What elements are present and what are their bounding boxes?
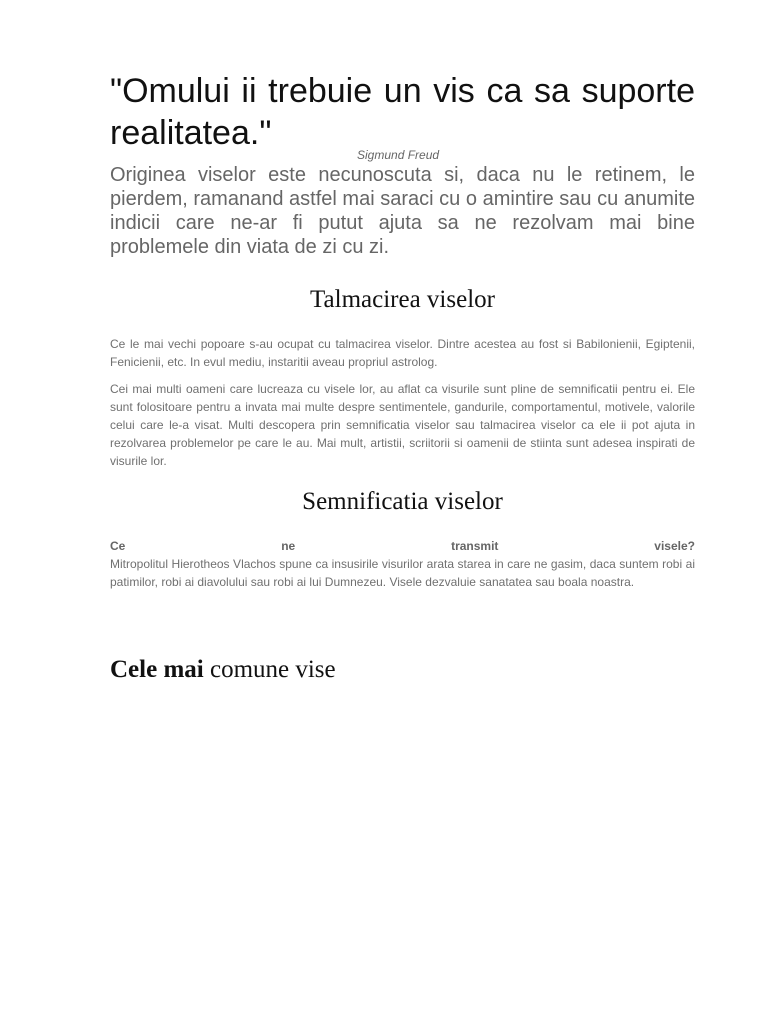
quote-author: Sigmund Freud	[357, 148, 440, 162]
section-heading-comune-vise	[110, 655, 336, 685]
quote-text: "Omului ii trebuie un vis ca sa suporte realitatea."	[110, 72, 695, 152]
heading-bold-part: Cele mai	[110, 656, 204, 683]
section2-body-text: Mitropolitul Hierotheos Vlachos spune ca insusirile visurilor arata starea in care ne gasim, daca suntem robi ai patimilor, robi ai diavolului sau robi ai lui Dumnezeu. Visele dezvaluie sanatatea sau boala noastra.	[110, 557, 695, 589]
section1-paragraph-1: Ce le mai vechi popoare s-au ocupat cu talmacirea viselor. Dintre acestea au fost si Babilonienii, Egiptenii, Fenicienii, etc. In evul mediu, instaritii aveau propriul astrolog.	[110, 337, 695, 369]
intro-paragraph: Originea viselor este necunoscuta si, daca nu le retinem, le pierdem, ramanand astfel mai saraci cu o amintire sau cu anumite indicii care ne-ar fi putut ajuta sa ne rezolvam mai bine problemele din viata de zi cu zi.	[110, 164, 695, 258]
section-heading-semnificatia: Semnificatia viselor	[302, 488, 503, 515]
section-heading-talmacirea: Talmacirea viselor	[310, 286, 495, 313]
section2-paragraph	[110, 537, 695, 591]
section2-lead-question: Ce ne transmit visele?	[110, 539, 695, 553]
section1-paragraph-2: Cei mai multi oameni care lucreaza cu visele lor, au aflat ca visurile sunt pline de semnificatii pentru ei. Ele sunt folositoare pentru a invata mai multe despre sentimentele, gandurile, comportamentul, motivele, valorile celui care le-a visat. Multi descopera prin semnificatia viselor sau talmacirea viselor ca ele ii pot ajuta in rezolvarea problemelor pe care le au. Mai mult, artistii, scriitorii si oamenii de stiinta sunt adesea inspirati de visurile lor.	[110, 382, 695, 468]
heading-regular-part: comune vise	[203, 656, 336, 683]
